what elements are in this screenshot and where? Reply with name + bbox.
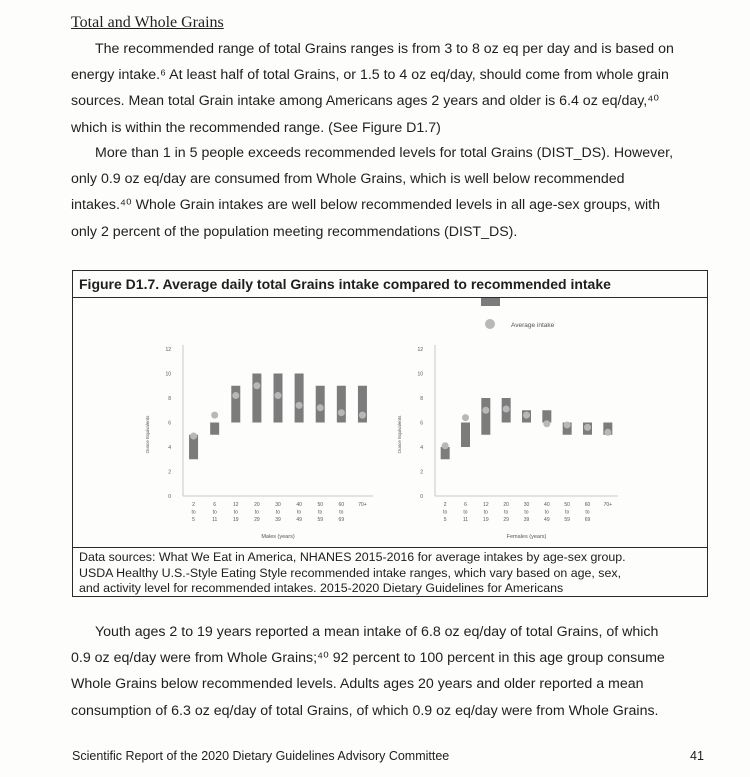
legend-average-label: Average intake	[511, 322, 555, 329]
figure-title: Figure D1.7. Average daily total Grains intake compared to recommended intake	[73, 271, 707, 298]
legend-range-swatch	[481, 298, 500, 306]
range-bar	[231, 386, 240, 423]
range-bar	[295, 374, 304, 423]
figure-sources	[73, 547, 707, 597]
source-line: Data sources: What We Eat in America, NHANES 2015-2016 for average intakes by age-sex group.	[79, 550, 626, 564]
x-tick-label: 6	[464, 502, 467, 508]
x-tick-label: to	[275, 509, 281, 516]
text-line: energy intake.⁶ At least half of total Grains, or 1.5 to 4 oz eq/day, should come from whole grain	[71, 67, 669, 84]
average-point	[584, 424, 591, 431]
x-tick-label: 2	[192, 502, 195, 508]
average-point	[275, 392, 282, 399]
x-tick-label: to	[212, 509, 217, 516]
average-point	[211, 412, 218, 419]
average-point	[604, 429, 611, 436]
y-tick-label: 4	[168, 445, 171, 451]
x-tick-label: to	[504, 509, 509, 516]
source-line: and activity level for recommended intakes. 2015-2020 Dietary Guidelines for Americans	[79, 581, 564, 595]
y-tick-label: 6	[168, 420, 171, 427]
page-footer-title: Scientific Report of the 2020 Dietary Guidelines Advisory Committee	[72, 749, 450, 763]
x-tick-label: 29	[503, 517, 509, 523]
average-point	[296, 402, 303, 409]
x-tick-label: 11	[462, 517, 469, 523]
range-bar	[210, 423, 219, 435]
x-tick-label: 39	[523, 517, 530, 523]
page-number: 41	[690, 749, 704, 763]
text-line: consumption of 6.3 oz eq/day of total Grains, of which 0.9 oz eq/day were from Whole Grains.	[71, 702, 659, 719]
average-point	[543, 420, 550, 427]
grains-charts	[73, 298, 707, 547]
source-line: USDA Healthy U.S.-Style Eating Style recommended intake ranges, which vary based on age, sex,	[79, 565, 622, 580]
x-tick-label: to	[443, 509, 448, 516]
x-tick-label: to	[565, 509, 570, 516]
x-tick-label: 5	[192, 517, 195, 523]
x-tick-label: to	[233, 509, 238, 516]
y-tick-label: 8	[420, 396, 423, 402]
paragraph-youth-adults	[71, 619, 721, 724]
x-tick-label: 60	[584, 502, 591, 508]
text-line: Youth ages 2 to 19 years reported a mean intake of 6.8 oz eq/day of total Grains, of which	[95, 624, 659, 640]
x-tick-label: 69	[584, 517, 591, 523]
x-tick-label: to	[524, 509, 529, 516]
figure-box	[72, 270, 708, 597]
x-tick-label: 2	[443, 502, 447, 508]
x-tick-label: to	[585, 509, 590, 516]
x-tick-label: to	[297, 509, 302, 516]
x-tick-label: 29	[254, 517, 260, 523]
y-tick-label: 4	[420, 445, 423, 451]
x-tick-label: 30	[523, 502, 530, 508]
range-bar	[337, 386, 346, 423]
text-line: sources. Mean total Grain intake among Americans ages 2 years and older is 6.4 oz eq/day,⁴⁰	[71, 93, 660, 110]
average-point	[564, 421, 571, 428]
x-tick-label: 50	[317, 502, 324, 508]
x-axis-label: Females (years)	[506, 534, 547, 540]
x-tick-label: 40	[296, 502, 302, 508]
average-point	[442, 442, 449, 449]
y-axis-label: Ounce Equivalents	[397, 415, 402, 454]
x-tick-label: to	[483, 509, 488, 516]
average-point	[338, 409, 345, 416]
average-point	[462, 414, 469, 421]
average-point	[317, 404, 324, 411]
x-tick-label: 19	[483, 517, 489, 523]
x-tick-label: 50	[564, 502, 570, 508]
x-tick-label: 20	[254, 502, 260, 508]
text-line: which is within the recommended range. (See Figure D1.7)	[71, 119, 441, 136]
x-tick-label: 19	[232, 517, 239, 523]
x-tick-label: to	[318, 509, 323, 516]
text-line: intakes.⁴⁰ Whole Grain intakes are well below recommended levels in all age-sex groups, with	[71, 197, 661, 214]
x-tick-label: to	[544, 509, 549, 516]
x-tick-label: 60	[338, 502, 345, 508]
x-tick-label: to	[339, 509, 344, 516]
paragraph-whole-grains	[71, 140, 721, 245]
x-tick-label: 70+	[358, 502, 367, 508]
x-tick-label: 59	[317, 517, 324, 523]
text-line: 0.9 oz eq/day were from Whole Grains;⁴⁰ 92 percent to 100 percent in this age group consume	[71, 650, 665, 667]
range-bar	[316, 386, 325, 423]
average-point	[232, 392, 239, 399]
x-tick-label: 39	[275, 517, 281, 523]
range-bar	[481, 398, 490, 435]
average-point	[253, 382, 260, 389]
y-tick-label: 6	[420, 420, 423, 427]
y-tick-label: 2	[168, 469, 171, 476]
y-tick-label: 10	[165, 371, 171, 378]
text-line: only 0.9 oz eq/day are consumed from Whole Grains, which is well below recommended	[71, 171, 625, 188]
x-tick-label: 12	[232, 502, 239, 508]
y-tick-label: 2	[420, 469, 423, 476]
average-point	[190, 432, 197, 439]
section-heading: Total and Whole Grains	[71, 14, 224, 31]
average-point	[482, 407, 489, 414]
legend-average-dot	[485, 319, 495, 329]
x-tick-label: 49	[296, 517, 302, 523]
y-tick-label: 0	[420, 494, 423, 500]
range-bar	[461, 423, 470, 448]
text-line: Whole Grains below recommended levels. Adults ages 20 years and older reported a mean	[71, 676, 644, 693]
x-tick-label: 5	[443, 517, 447, 523]
figure-body	[73, 298, 707, 547]
range-bar	[252, 374, 261, 423]
average-point	[503, 406, 510, 413]
x-tick-label: 69	[338, 517, 345, 523]
x-tick-label: 12	[483, 502, 489, 508]
y-tick-label: 0	[168, 494, 171, 500]
average-point	[523, 412, 530, 419]
x-axis-label: Males (years)	[261, 534, 295, 540]
x-tick-label: 70+	[603, 502, 613, 508]
x-tick-label: 6	[213, 502, 217, 508]
text-line: only 2 percent of the population meeting recommendations (DIST_DS).	[71, 223, 518, 240]
x-tick-label: 59	[564, 517, 570, 523]
y-tick-label: 10	[417, 371, 423, 378]
x-tick-label: to	[254, 509, 259, 516]
y-tick-label: 12	[417, 347, 423, 353]
x-tick-label: 20	[503, 502, 509, 508]
text-line: The recommended range of total Grains ranges is from 3 to 8 oz eq per day and is based on	[95, 41, 674, 57]
text-line: More than 1 in 5 people exceeds recommended levels for total Grains (DIST_DS). However,	[95, 145, 674, 161]
paragraph-intro	[71, 36, 721, 141]
x-tick-label: to	[191, 509, 196, 516]
x-tick-label: 30	[275, 502, 281, 508]
x-tick-label: to	[463, 509, 468, 516]
y-tick-label: 12	[165, 347, 171, 353]
y-tick-label: 8	[168, 396, 171, 402]
y-axis-label: Ounce Equivalents	[145, 415, 150, 454]
x-tick-label: 40	[544, 502, 550, 508]
x-tick-label: 49	[544, 517, 550, 523]
x-tick-label: 11	[212, 517, 218, 523]
average-point	[359, 412, 366, 419]
